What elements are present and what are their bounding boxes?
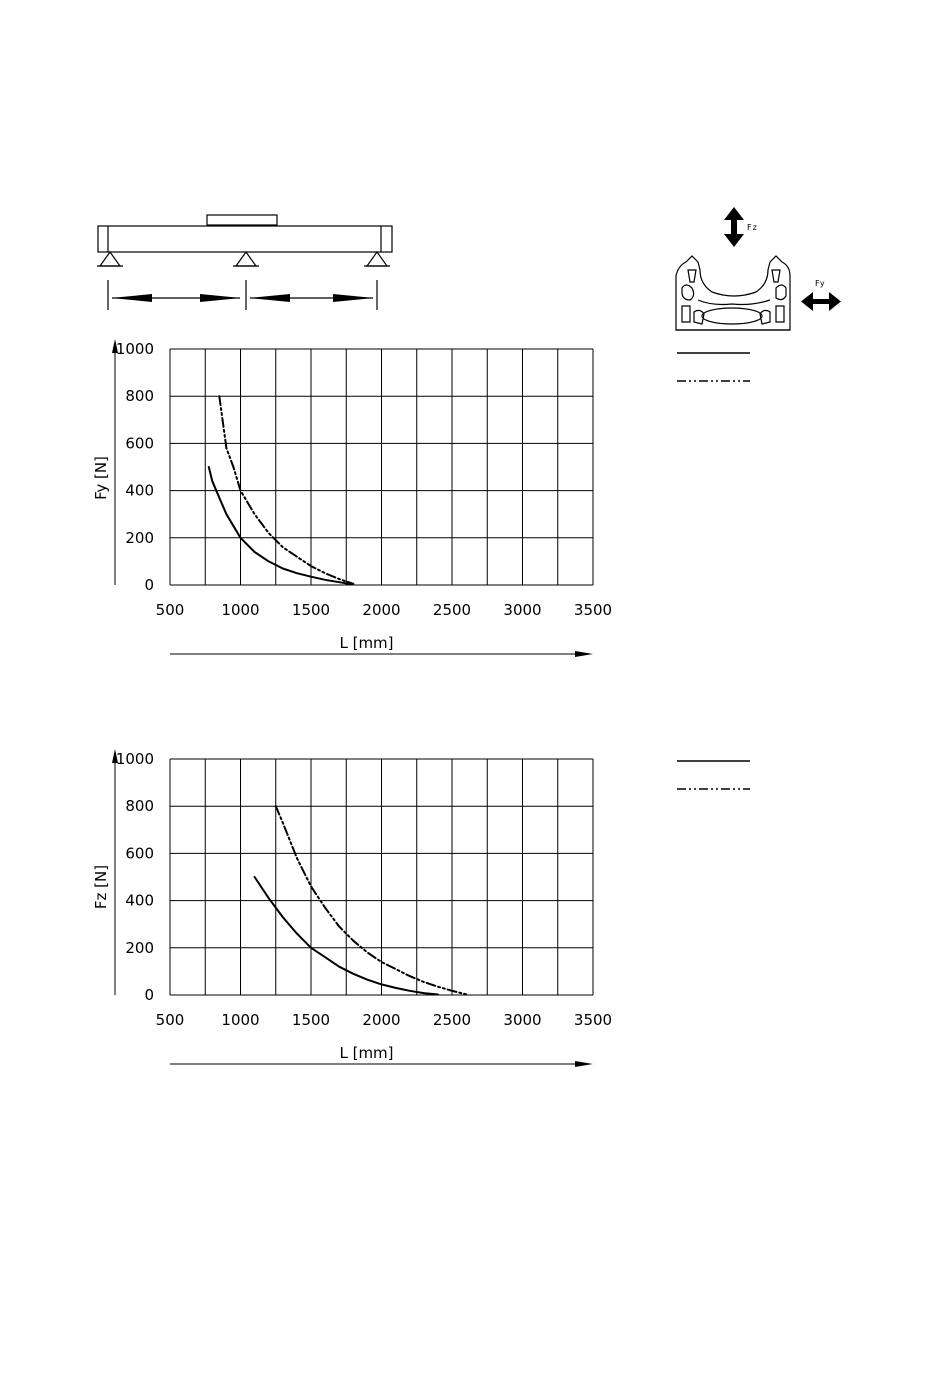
x-tick-label: 1000 (221, 1011, 260, 1029)
profile-diagram (676, 207, 841, 330)
x-tick-label: 500 (155, 601, 185, 619)
fy-label: Fy (815, 279, 826, 288)
y-tick-label: 800 (125, 387, 154, 406)
y-tick-label: 400 (125, 481, 154, 500)
support-left (97, 252, 123, 266)
x-tick-label: 2000 (362, 1011, 401, 1029)
x-tick-label: 1500 (291, 1011, 331, 1029)
chart-fy (92, 339, 612, 657)
x-tick-label: 500 (155, 1011, 185, 1029)
series-line-solid (209, 467, 352, 584)
y-tick-label: 400 (125, 891, 154, 910)
beam (98, 226, 392, 252)
y-tick-label: 0 (144, 986, 154, 1004)
y-axis-label: Fy [N] (92, 456, 110, 500)
fy-arrow-icon (801, 292, 841, 311)
support-right (364, 252, 390, 266)
y-tick-label: 800 (125, 797, 154, 816)
legend-bottom (677, 761, 750, 789)
fz-arrow-icon (724, 207, 744, 247)
chart-fz (92, 749, 612, 1067)
profile-section (676, 256, 790, 330)
x-axis-arrowhead (575, 651, 593, 657)
x-tick-label: 2500 (432, 601, 472, 619)
x-tick-label: 1000 (221, 601, 260, 619)
y-tick-label: 200 (125, 938, 154, 957)
y-axis-label: Fz [N] (92, 864, 110, 910)
y-tick-label: 1000 (115, 340, 154, 358)
y-tick-label: 200 (125, 528, 154, 547)
x-tick-label: 1500 (291, 601, 331, 619)
legend-top (677, 353, 750, 381)
x-tick-label: 2000 (362, 601, 401, 619)
x-tick-label: 3500 (573, 1011, 613, 1029)
span-arrowheads (111, 294, 374, 302)
x-axis-label: L [mm] (339, 634, 394, 652)
x-tick-label: 3500 (573, 601, 613, 619)
x-axis-label: L [mm] (339, 1044, 394, 1062)
x-tick-label: 2500 (432, 1011, 472, 1029)
fz-label: Fz (747, 223, 758, 232)
support-middle (233, 252, 259, 266)
y-tick-label: 600 (125, 844, 154, 863)
series-line-dash-dot (219, 396, 353, 584)
x-axis-arrowhead (575, 1061, 593, 1067)
y-tick-label: 1000 (115, 750, 154, 768)
load-block (207, 215, 277, 225)
y-tick-label: 0 (144, 576, 154, 594)
x-tick-label: 3000 (503, 1011, 542, 1029)
x-tick-label: 3000 (503, 601, 542, 619)
y-tick-label: 600 (125, 434, 154, 453)
